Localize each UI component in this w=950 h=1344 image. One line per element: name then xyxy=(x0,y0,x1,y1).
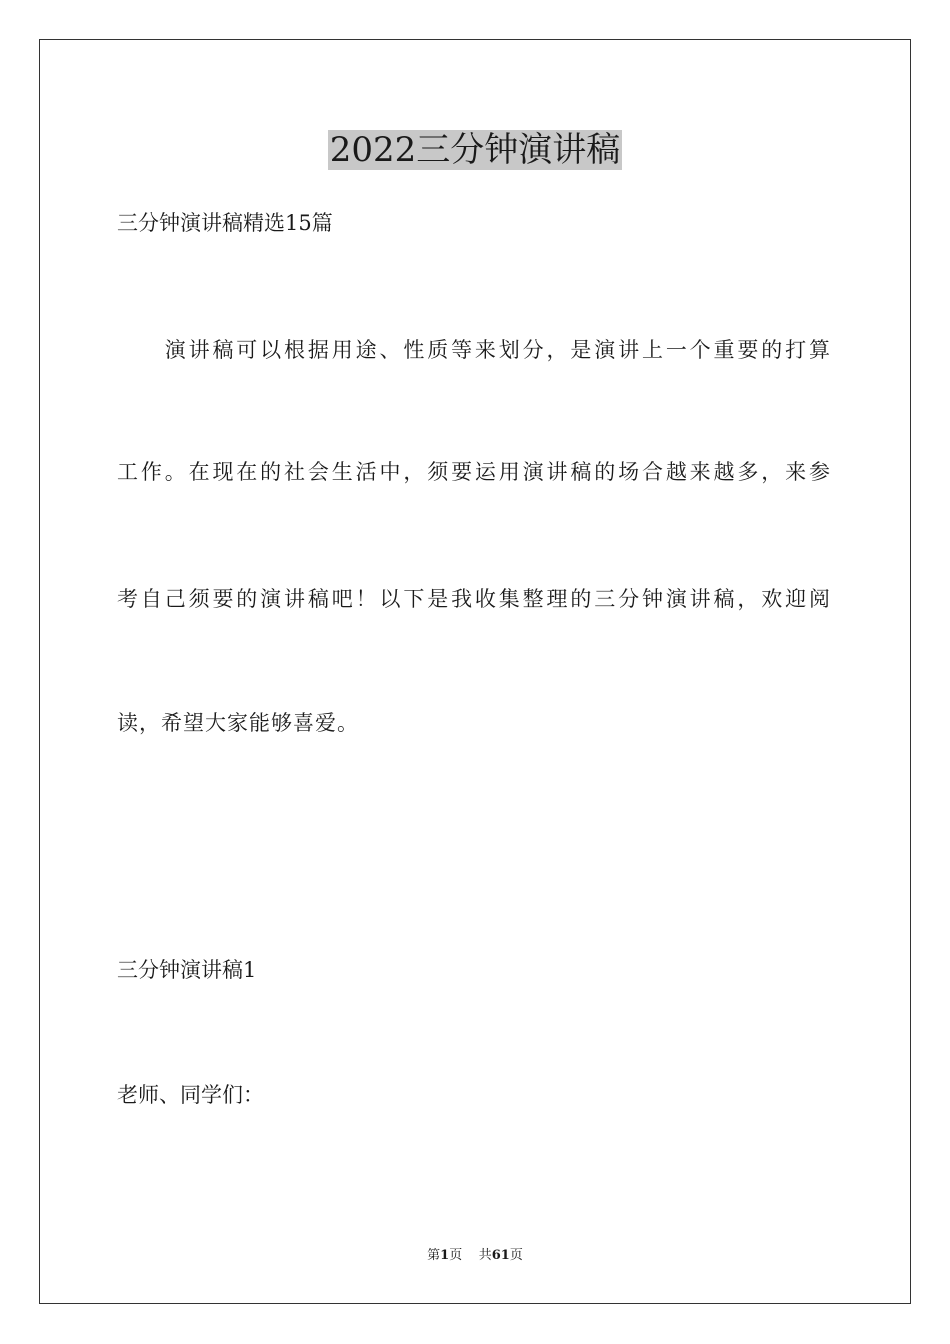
total-pages: 61 xyxy=(491,1248,510,1263)
total-suffix: 页 xyxy=(509,1248,523,1263)
intro-line-2: 工作。在现在的社会生活中，须要运用演讲稿的场合越来越多，来参 xyxy=(117,460,831,484)
page-prefix: 第 xyxy=(427,1248,441,1263)
total-prefix: 共 xyxy=(478,1248,492,1263)
document-title xyxy=(0,128,950,172)
section-heading: 三分钟演讲稿1 xyxy=(117,958,257,982)
document-title-text: 2022三分钟演讲稿 xyxy=(329,130,621,170)
document-subtitle: 三分钟演讲稿精选15篇 xyxy=(117,211,333,235)
intro-line-3: 考自己须要的演讲稿吧！以下是我收集整理的三分钟演讲稿，欢迎阅 xyxy=(117,587,831,611)
page-suffix: 页 xyxy=(449,1248,463,1263)
salutation: 老师、同学们： xyxy=(117,1083,264,1107)
intro-line-1: 演讲稿可以根据用途、性质等来划分，是演讲上一个重要的打算 xyxy=(117,338,831,362)
page-footer xyxy=(0,1247,950,1265)
page-number: 1 xyxy=(440,1248,450,1263)
intro-line-4: 读，希望大家能够喜爱。 xyxy=(117,711,359,735)
